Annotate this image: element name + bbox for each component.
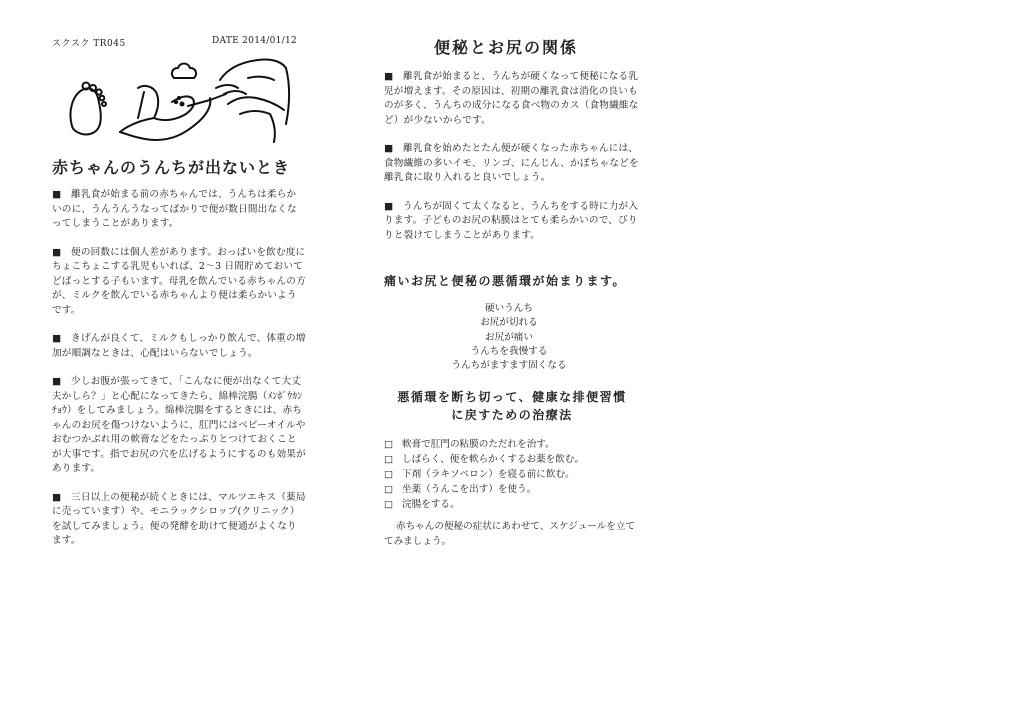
checkbox-icon: □ xyxy=(384,454,394,465)
vicious-cycle-list xyxy=(384,302,634,373)
header-code: スクスク TR045 xyxy=(52,39,126,49)
left-paragraph-1: ■ 離乳食が始まる前の赤ちゃんでは、うんちは柔らかいのに、うんうんうなってばかりで便が数日間出なくなってしまうことがあります。 xyxy=(52,189,297,229)
header-date: DATE 2014/01/12 xyxy=(212,36,298,46)
checkbox-icon: □ xyxy=(384,469,394,480)
checkbox-icon: □ xyxy=(384,439,394,450)
treatment-list xyxy=(384,437,640,512)
cycle-step: お尻が切れる xyxy=(480,317,538,329)
treatment-heading-line-2: に戻すための治療法 xyxy=(451,408,573,422)
left-section-body xyxy=(52,188,306,563)
treatment-item xyxy=(384,467,640,482)
cycle-step: うんちを我慢する xyxy=(470,345,548,357)
cycle-step: 硬いうんち xyxy=(485,303,533,314)
left-paragraph-5: ■ 三日以上の便秘が続くときには、マルツエキス（薬局に売っています）や、モニラックシロップ(クリニック）を試してみましょう。便の発酵を助けて便通がよくなります。 xyxy=(52,491,306,546)
vicious-cycle-heading: 痛いお尻と便秘の悪循環が始まります。 xyxy=(384,274,627,288)
treatment-heading-line-1: 悪循環を断ち切って、健康な排便習慣 xyxy=(397,390,627,404)
treatment-text: 軟膏で肛門の粘膜のただれを治す。 xyxy=(402,439,555,450)
cycle-step: うんちがますます固くなる xyxy=(451,360,567,372)
closing-note: 赤ちゃんの便秘の症状にあわせて、スケジュールを立ててみましょう。 xyxy=(384,521,636,547)
treatment-text: 浣腸をする。 xyxy=(402,499,460,510)
treatment-text: 坐薬（うんこを出す）を使う。 xyxy=(402,484,537,495)
left-paragraph-2: ■ 便の回数には個人差があります。おっぱいを飲む度にちょこちょこする乳児もいれば、2〜3 日間貯めておいてどばっとする子もいます。母乳を飲んでいる赤ちゃんの方が、ミルクを飲んでいる赤ちゃんより便は柔らかいようです。 xyxy=(52,246,306,316)
treatment-item xyxy=(384,452,640,467)
right-section-title: 便秘とお尻の関係 xyxy=(434,38,579,57)
left-paragraph-3: ■ きげんが良くて、ミルクもしっかり飲んで、体重の増加が順調なときは、心配はいらないでしょう。 xyxy=(52,333,306,359)
treatment-item xyxy=(384,482,640,497)
checkbox-icon: □ xyxy=(384,484,394,495)
treatment-text: しばらく、便を軟らかくするお薬を飲む。 xyxy=(402,454,585,465)
right-paragraph-2: ■ 離乳食を始めたとたん便が硬くなった赤ちゃんには、食物繊維の多いイモ、リンゴ、にんじん、かぼちゃなどを離乳食に取り入れると良いでしょう。 xyxy=(384,143,639,183)
treatment-item xyxy=(384,497,640,512)
treatment-heading xyxy=(384,388,640,424)
treatment-text: 下剤（ラキソベロン）を寝る前に飲む。 xyxy=(402,469,575,480)
left-section-title: 赤ちゃんのうんちが出ないとき xyxy=(52,158,291,177)
cycle-step: お尻が痛い xyxy=(485,331,533,343)
left-paragraph-4: ■ 少しお腹が張ってきて、「こんなに便が出なくて大丈夫かしら？」と心配になってきたら、綿棒浣腸（ﾒﾝﾎﾞｳｶﾝﾁｮｳ）をしてみましょう。綿棒浣腸をするときには、赤ちゃんのお尻を傷つけないように、肛門にはベビーオイルやおむつかぶれ用の軟膏などをたっぷりとつけておくことが大事です。指でお尻の穴を広げるようにするのも効果があります。 xyxy=(52,376,306,474)
right-paragraph-3: ■ うんちが固くて太くなると、うんちをする時に力が入ります。子どものお尻の粘膜はとても柔らかいので、びりりと裂けてしまうことがあります。 xyxy=(384,200,639,241)
checkbox-icon: □ xyxy=(384,499,394,510)
right-section-body xyxy=(384,70,640,257)
treatment-item xyxy=(384,437,640,452)
right-paragraph-1: ■ 離乳食が始まると、うんちが硬くなって便秘になる乳児が増えます。その原因は、初期の離乳食は消化の良いものが多く、うんちの成分になる食べ物のカス（食物繊維など）が少ないからです。 xyxy=(384,71,639,126)
baby-medication-drawing-icon xyxy=(60,44,292,154)
